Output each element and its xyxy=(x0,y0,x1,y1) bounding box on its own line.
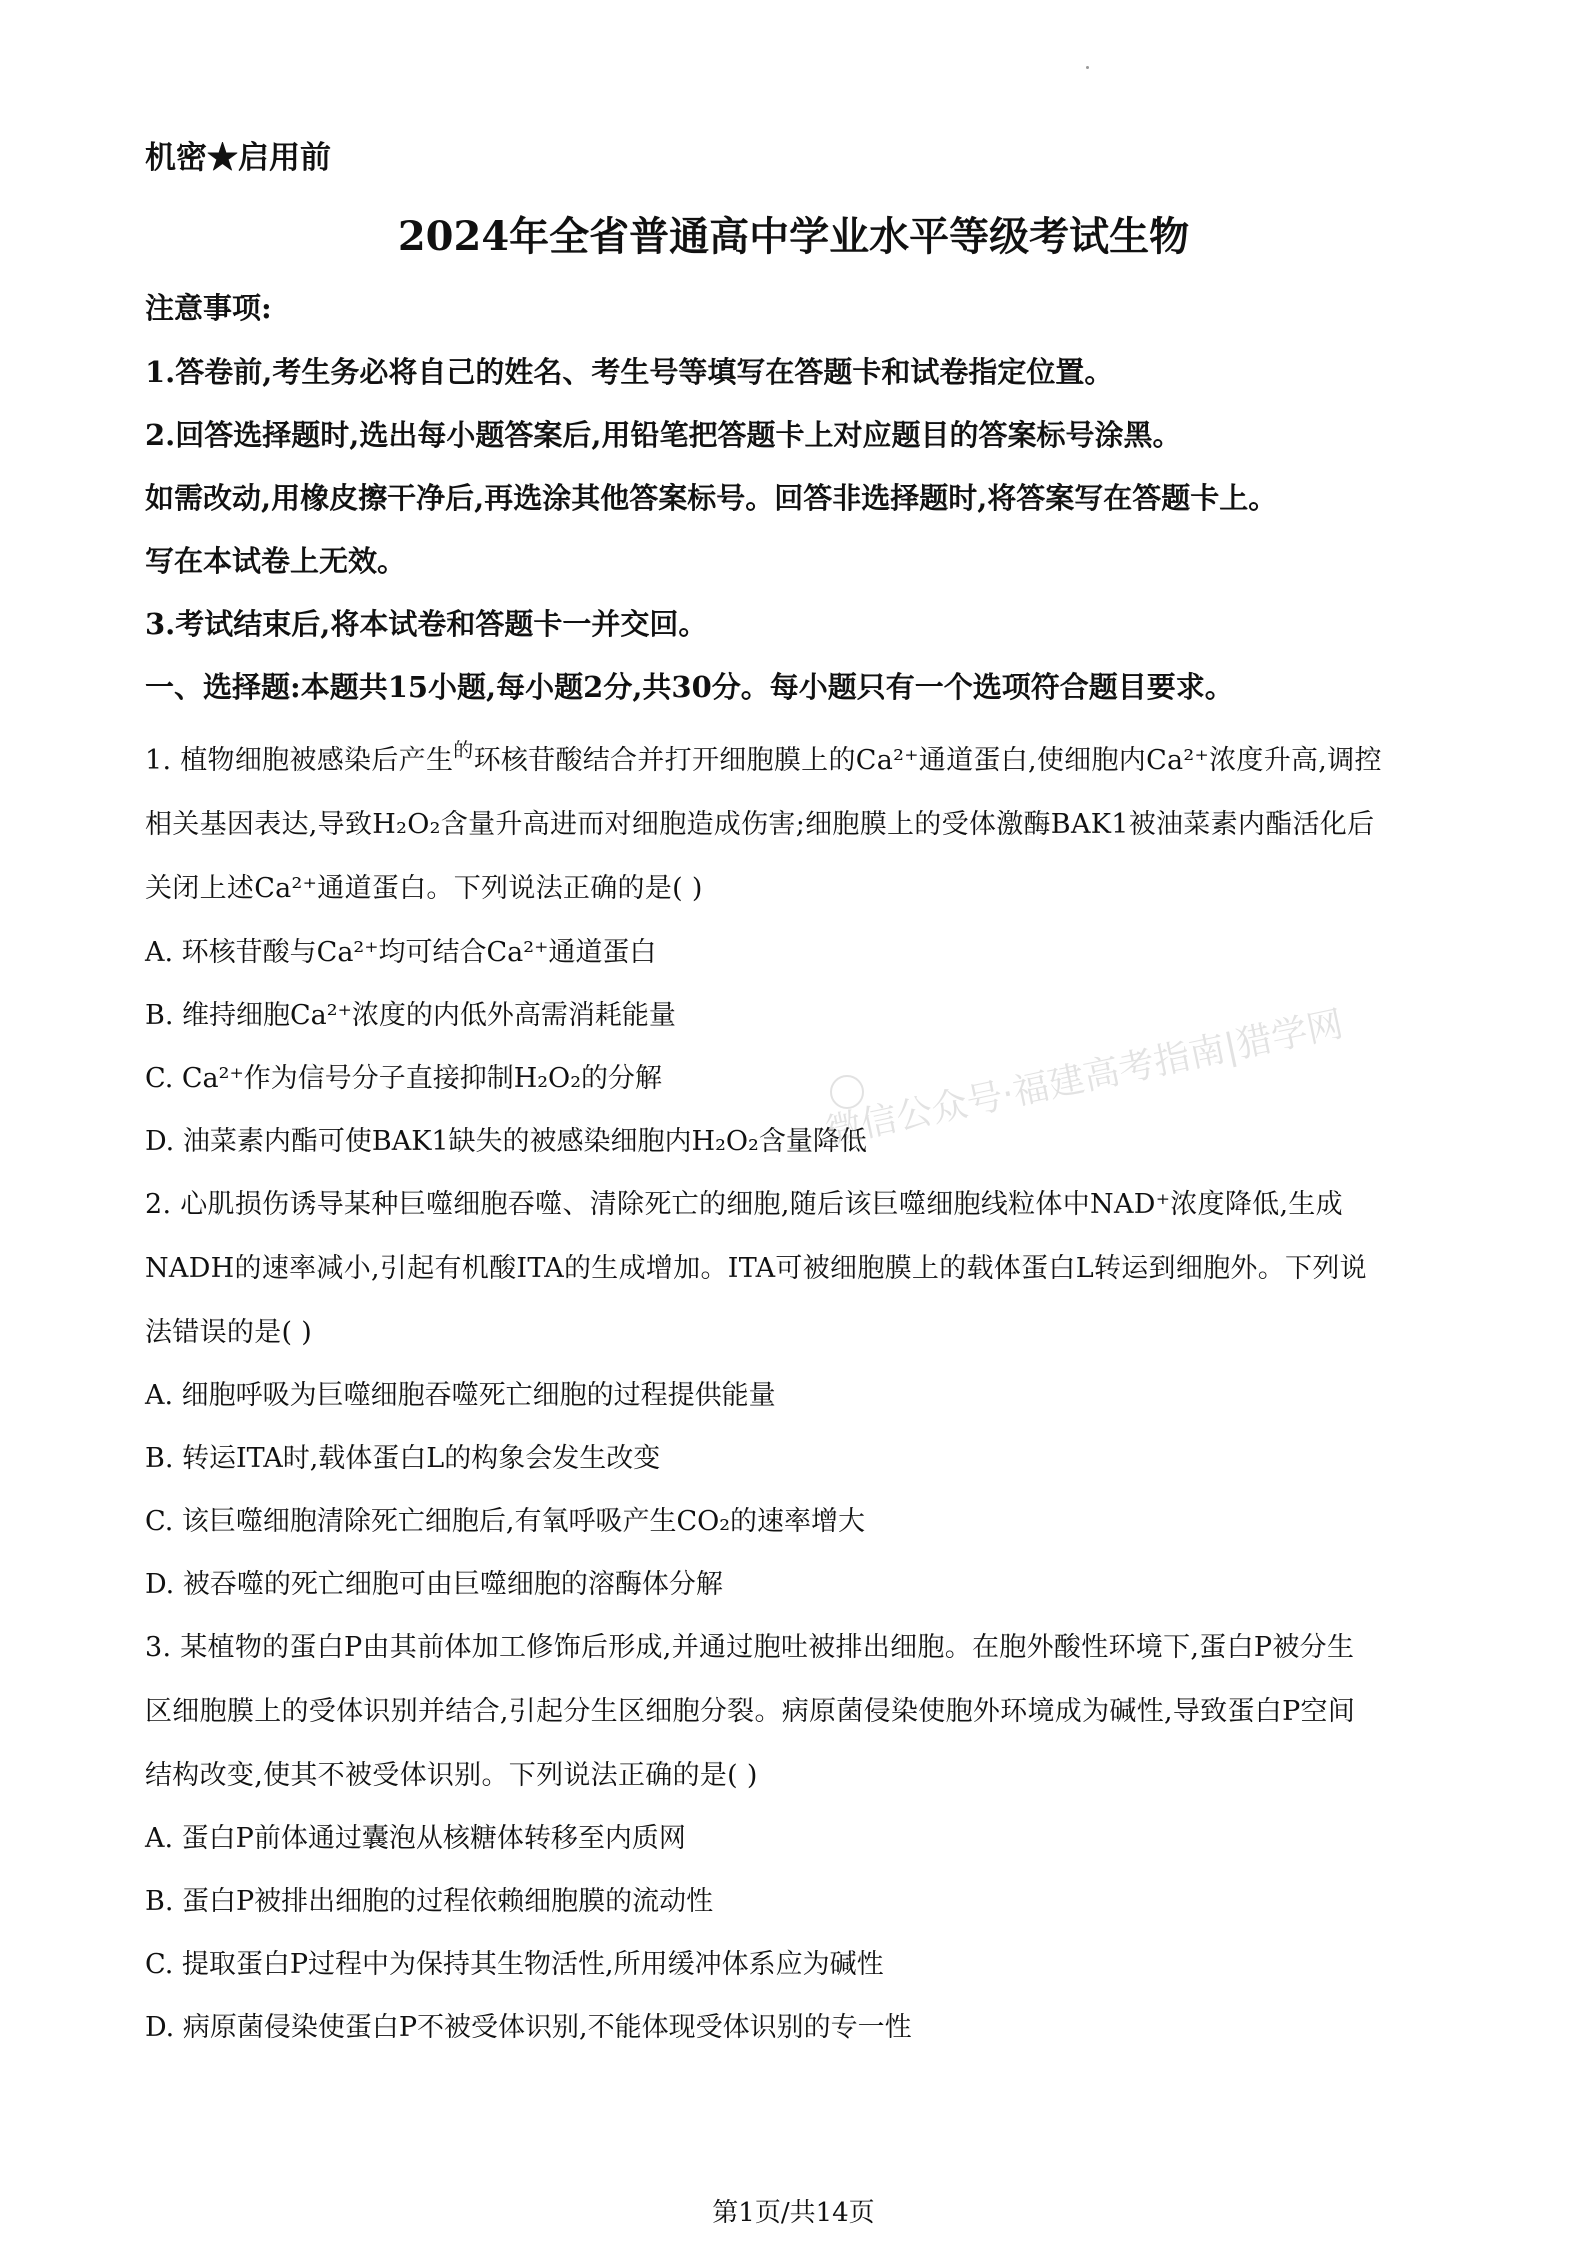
question-3-line-1: 3. 某植物的蛋白P由其前体加工修饰后形成,并通过胞吐被排出细胞。在胞外酸性环境下,蛋白P被分生 xyxy=(145,1632,1355,1663)
notice-heading: 注意事项: xyxy=(145,291,272,325)
page-number: 第1页/共14页 xyxy=(712,2198,875,2228)
notice-item-2-cont2: 写在本试卷上无效。 xyxy=(145,544,407,578)
question-3-line-2: 区细胞膜上的受体识别并结合,引起分生区细胞分裂。病原菌侵染使胞外环境成为碱性,导致蛋白P空间 xyxy=(145,1696,1356,1727)
exam-title: 2024年全省普通高中学业水平等级考试生物 xyxy=(397,213,1190,260)
q1-option-b: B. 维持细胞Ca²⁺浓度的内低外高需消耗能量 xyxy=(145,1000,676,1031)
q3-option-a: A. 蛋白P前体通过囊泡从核糖体转移至内质网 xyxy=(145,1823,686,1854)
section-heading: 一、选择题:本题共15小题,每小题2分,共30分。每小题只有一个选项符合题目要求。 xyxy=(145,670,1234,704)
question-2-line-1: 2. 心肌损伤诱导某种巨噬细胞吞噬、清除死亡的细胞,随后该巨噬细胞线粒体中NAD⁺浓度降低,生成 xyxy=(145,1189,1343,1220)
question-1-line-2: 相关基因表达,导致H₂O₂含量升高进而对细胞造成伤害;细胞膜上的受体激酶BAK1被油菜素内酯活化后 xyxy=(145,809,1375,840)
notice-item-1: 1.答卷前,考生务必将自己的姓名、考生号等填写在答题卡和试卷指定位置。 xyxy=(145,355,1114,389)
q1-text-a: 1. 植物细胞被感染后产生 xyxy=(145,745,454,776)
q3-option-b: B. 蛋白P被排出细胞的过程依赖细胞膜的流动性 xyxy=(145,1886,714,1917)
question-1-line-3: 关闭上述Ca²⁺通道蛋白。下列说法正确的是( ) xyxy=(145,873,703,904)
confidential-label: 机密★启用前 xyxy=(145,140,331,176)
question-2-line-3: 法错误的是( ) xyxy=(145,1317,313,1348)
q2-option-b: B. 转运ITA时,载体蛋白L的构象会发生改变 xyxy=(145,1443,661,1474)
q2-option-a: A. 细胞呼吸为巨噬细胞吞噬死亡细胞的过程提供能量 xyxy=(145,1380,776,1411)
watermark-text: 微信公众号·福建高考指南|猎学网 xyxy=(822,1003,1347,1154)
notice-item-3: 3.考试结束后,将本试卷和答题卡一并交回。 xyxy=(145,607,708,641)
q2-option-d: D. 被吞噬的死亡细胞可由巨噬细胞的溶酶体分解 xyxy=(145,1569,723,1600)
q3-option-d: D. 病原菌侵染使蛋白P不被受体识别,不能体现受体识别的专一性 xyxy=(145,2012,912,2043)
q1-text-b: 环核苷酸结合并打开细胞膜上的Ca²⁺通道蛋白,使细胞内Ca²⁺浓度升高,调控 xyxy=(473,745,1382,776)
question-3-line-3: 结构改变,使其不被受体识别。下列说法正确的是( ) xyxy=(145,1760,758,1791)
q1-sup: 的 xyxy=(453,738,474,762)
q3-option-c: C. 提取蛋白P过程中为保持其生物活性,所用缓冲体系应为碱性 xyxy=(145,1949,884,1980)
question-1-line-1 xyxy=(145,738,1382,777)
scan-dot xyxy=(1086,66,1089,69)
q1-option-d: D. 油菜素内酯可使BAK1缺失的被感染细胞内H₂O₂含量降低 xyxy=(145,1126,867,1157)
notice-item-2-cont: 如需改动,用橡皮擦干净后,再选涂其他答案标号。回答非选择题时,将答案写在答题卡上。 xyxy=(145,481,1278,515)
question-2-line-2: NADH的速率减小,引起有机酸ITA的生成增加。ITA可被细胞膜上的载体蛋白L转运到细胞外。下列说 xyxy=(145,1253,1367,1284)
q1-option-a: A. 环核苷酸与Ca²⁺均可结合Ca²⁺通道蛋白 xyxy=(145,937,657,968)
notice-item-2: 2.回答选择题时,选出每小题答案后,用铅笔把答题卡上对应题目的答案标号涂黑。 xyxy=(145,418,1182,452)
q2-option-c: C. 该巨噬细胞清除死亡细胞后,有氧呼吸产生CO₂的速率增大 xyxy=(145,1506,866,1537)
q1-option-c: C. Ca²⁺作为信号分子直接抑制H₂O₂的分解 xyxy=(145,1063,663,1094)
